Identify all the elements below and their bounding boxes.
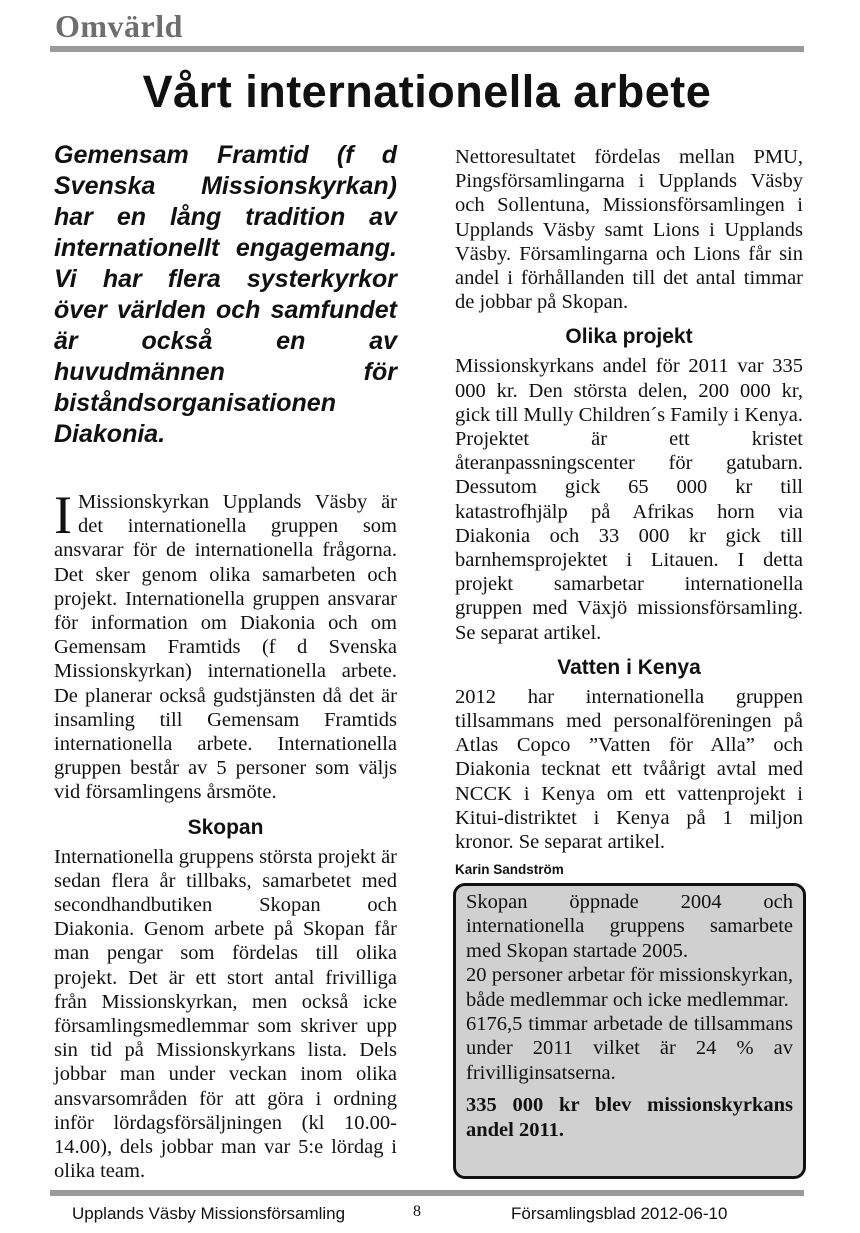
left-column [54, 140, 397, 1183]
fact-box [453, 883, 806, 1179]
top-rule [50, 46, 804, 52]
bottom-rule [50, 1190, 804, 1196]
drop-cap: I [54, 485, 72, 545]
fact-box-p1: Skopan öppnade 2004 och internationella gruppens samarbete med Skopan startade 2005. [466, 891, 793, 962]
fact-box-p2: 20 personer arbetar för missionskyrkan, både medlemmar och icke medlemmar. [466, 964, 793, 1011]
fact-box-p3: 6176,5 timmar arbetade de tillsammans under 2011 vilket är 24 % av frivilliginsatserna. [466, 1013, 793, 1084]
article-title: Vårt internationella arbete [142, 66, 712, 117]
intro-text: Missionskyrkan Upplands Väsby är det internationella gruppen som ansvarar för de internationella frågorna. Det sker genom olika samarbeten och projekt. Internationella gruppen ansvarar för information om Diakonia och om Gemensam Framtids (f d Svenska Missionskyrkan) internationella arbete. De planerar också gudstjänsten då det är insamling till Gemensam Framtids internationella arbete. Internationella gruppen består av 5 personer som väljs vid församlingens årsmöte. [54, 491, 397, 804]
section-label: Omvärld [55, 8, 183, 44]
page-number: 8 [413, 1203, 421, 1220]
skopan-paragraph: Internationella gruppens största projekt är sedan flera år tillbaks, samarbetet med secondhandbutiken Skopan och Diakonia. Genom arbete på Skopan får man pengar som fördelas till olika projekt. Det är ett stort antal frivilliga från Missionskyrkan, men också icke församlingsmedlemmar som skriver upp sin tid på Missionskyrkans lista. Dels jobbar man under veckan inom olika ansvarsområden för att göra i ordning inför lördagsförsäljningen (kl 10.00-14.00), dels jobbar man var 5:e lördag i olika team. [54, 845, 397, 1183]
vatten-paragraph: 2012 har internationella gruppen tillsammans med personalföreningen på Atlas Copco ”Vatten för Alla” och Diakonia tecknat ett tvåårigt avtal med NCCK i Kenya om ett vattenprojekt i Kitui-distriktet i Kenya på 1 miljon kronor. Se separat artikel. [455, 685, 803, 854]
footer-organization: Upplands Väsby Missionsförsamling [72, 1204, 346, 1223]
author-byline: Karin Sandström [455, 862, 564, 878]
vatten-heading: Vatten i Kenya [557, 655, 701, 679]
skopan-heading: Skopan [187, 815, 264, 839]
projekt-paragraph: Missionskyrkans andel för 2011 var 335 000 kr. Den största delen, 200 000 kr, gick till Mully Children´s Family i Kenya. Projektet är ett kristet återanpassningscenter för gatubarn. Dessutom gick 65 000 kr till katastrofhjälp på Afrikas horn via Diakonia och 33 000 kr gick till barnhemsprojektet i Litauen. I detta projekt samarbetar internationella gruppen med Växjö missionsförsamling. Se separat artikel. [455, 355, 803, 644]
right-column [455, 145, 803, 882]
footer-publication: Församlingsblad 2012-06-10 [511, 1204, 728, 1223]
fact-box-p4: 335 000 kr blev missionskyrkans andel 2011. [466, 1094, 793, 1141]
lead-paragraph: Gemensam Framtid (f d Svenska Missionskyrkan) har en lång tradition av internationellt engagemang. Vi har flera systerkyrkor över världen och samfundet är också en av huvudmännen för biståndsorganisationen Diakonia. [54, 141, 397, 448]
projekt-heading: Olika projekt [565, 325, 693, 349]
intro-paragraph [54, 485, 397, 805]
continuation-paragraph: Nettoresultatet fördelas mellan PMU, Pingsförsamlingarna i Upplands Väsby och Sollentuna, Missionsförsamlingen i Upplands Väsby samt Lions i Upplands Väsby. Församlingarna och Lions får sin andel i förhållanden till det antal timmar de jobbar på Skopan. [455, 146, 803, 314]
